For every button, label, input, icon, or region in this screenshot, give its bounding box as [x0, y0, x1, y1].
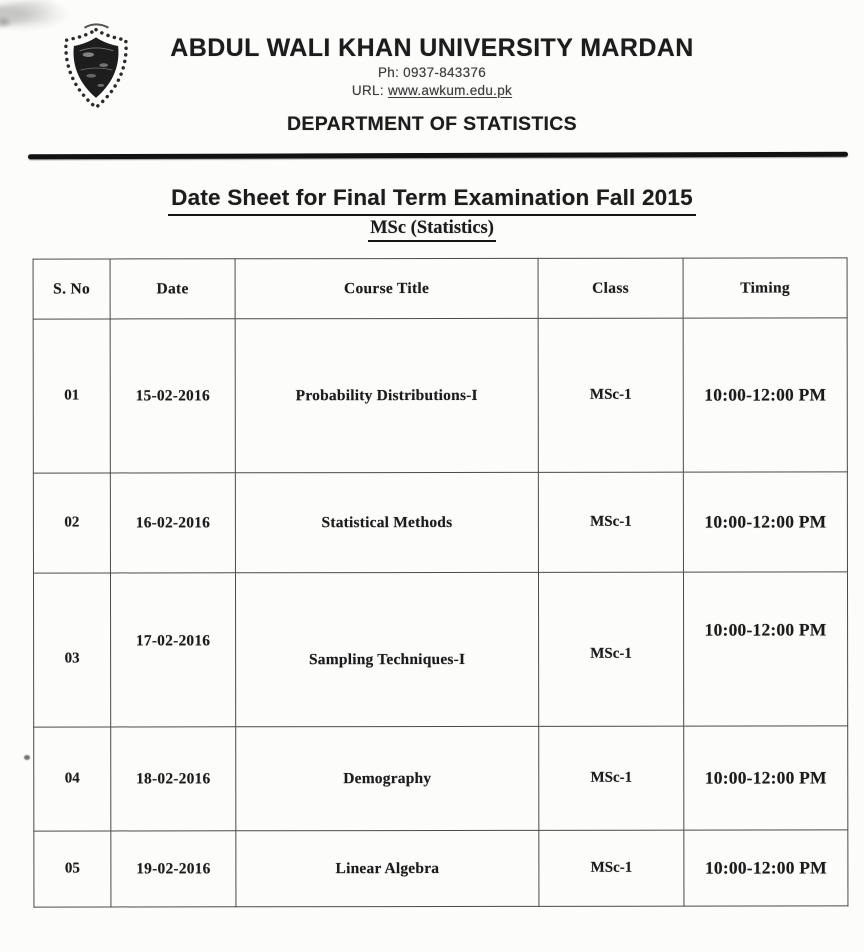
cell-sno: 01	[33, 319, 110, 473]
col-header-date: Date	[110, 259, 235, 319]
cell-course: Linear Algebra	[236, 830, 539, 906]
cell-class: MSc-1	[538, 572, 683, 726]
cell-sno: 04	[34, 727, 111, 831]
cell-date: 18-02-2016	[111, 727, 236, 831]
header-divider	[28, 152, 848, 160]
cell-course: Demography	[236, 726, 539, 830]
cell-date: 15-02-2016	[110, 319, 235, 473]
university-name: ABDUL WALI KHAN UNIVERSITY MARDAN	[170, 34, 694, 62]
col-header-sno: S. No	[33, 259, 110, 319]
table-row	[33, 472, 847, 573]
col-header-class: Class	[538, 258, 683, 318]
phone-number: Ph: 0937-843376	[377, 65, 487, 80]
document-subtitle: MSc (Statistics)	[368, 218, 496, 242]
col-header-timing: Timing	[683, 258, 847, 318]
cell-timing: 10:00-12:00 PM	[683, 472, 847, 572]
cell-class: MSc-1	[538, 318, 683, 472]
url-label: URL:	[351, 83, 384, 98]
datesheet-table	[33, 257, 849, 907]
cell-course: Sampling Techniques-I	[235, 572, 538, 726]
table-row	[33, 572, 847, 727]
cell-class: MSc-1	[538, 472, 683, 572]
cell-timing: 10:00-12:00 PM	[684, 830, 848, 906]
cell-sno: 05	[34, 831, 111, 907]
cell-class: MSc-1	[539, 726, 684, 830]
cell-timing: 10:00-12:00 PM	[683, 318, 847, 472]
document-title: Date Sheet for Final Term Examination Fall 2015	[168, 185, 696, 216]
cell-sno: 03	[33, 573, 110, 727]
cell-class: MSc-1	[539, 830, 684, 906]
cell-course: Statistical Methods	[235, 472, 538, 572]
table-header	[33, 258, 847, 319]
table-row	[34, 830, 848, 907]
col-header-course: Course Title	[235, 258, 538, 318]
cell-date: 19-02-2016	[111, 831, 236, 907]
website-url: www.awkum.edu.pk	[387, 83, 513, 98]
cell-date: 16-02-2016	[110, 473, 235, 573]
department-name: DEPARTMENT OF STATISTICS	[287, 113, 577, 135]
cell-timing: 10:00-12:00 PM	[684, 726, 848, 830]
table-row	[33, 318, 847, 473]
header-row	[33, 258, 847, 319]
website-line	[0, 83, 864, 98]
cell-date: 17-02-2016	[110, 573, 235, 727]
cell-course: Probability Distributions-I	[235, 318, 538, 472]
cell-sno: 02	[33, 473, 110, 573]
cell-timing: 10:00-12:00 PM	[683, 572, 847, 726]
table-row	[34, 726, 848, 831]
scan-speck	[24, 755, 30, 760]
